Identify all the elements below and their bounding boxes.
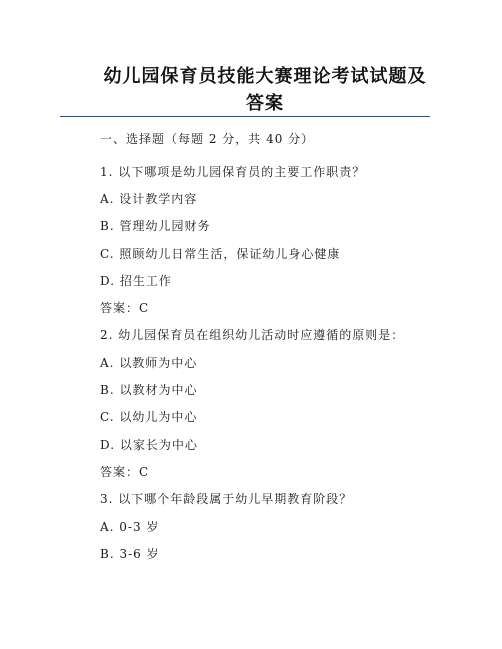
question-1-stem: 1. 以下哪项是幼儿园保育员的主要工作职责？	[100, 165, 366, 179]
question-1-option-d: D. 招生工作	[100, 274, 172, 288]
question-2-option-d: D. 以家长为中心	[100, 438, 198, 452]
section-heading: 一、选择题（每题 2 分，共 40 分）	[100, 132, 315, 146]
question-3-option-b: B. 3-6 岁	[100, 547, 160, 561]
question-2-answer: 答案：C	[100, 465, 150, 479]
question-2-option-c: C. 以幼儿为中心	[100, 410, 198, 424]
question-2-option-a: A. 以教师为中心	[100, 356, 198, 370]
question-2-stem: 2. 幼儿园保育员在组织幼儿活动时应遵循的原则是：	[100, 328, 405, 342]
question-1-option-c: C. 照顾幼儿日常生活，保证幼儿身心健康	[100, 247, 341, 261]
question-3-stem: 3. 以下哪个年龄段属于幼儿早期教育阶段？	[100, 492, 353, 506]
question-1-option-b: B. 管理幼儿园财务	[100, 219, 211, 233]
document-title-line-1: 幼儿园保育员技能大赛理论考试试题及	[103, 66, 427, 87]
question-1-option-a: A. 设计教学内容	[100, 192, 198, 206]
document-title-line-2: 答案	[246, 93, 284, 114]
question-3-option-a: A. 0-3 岁	[100, 520, 160, 534]
title-underline	[60, 116, 430, 117]
question-2-option-b: B. 以教材为中心	[100, 383, 198, 397]
question-1-answer: 答案：C	[100, 301, 150, 315]
